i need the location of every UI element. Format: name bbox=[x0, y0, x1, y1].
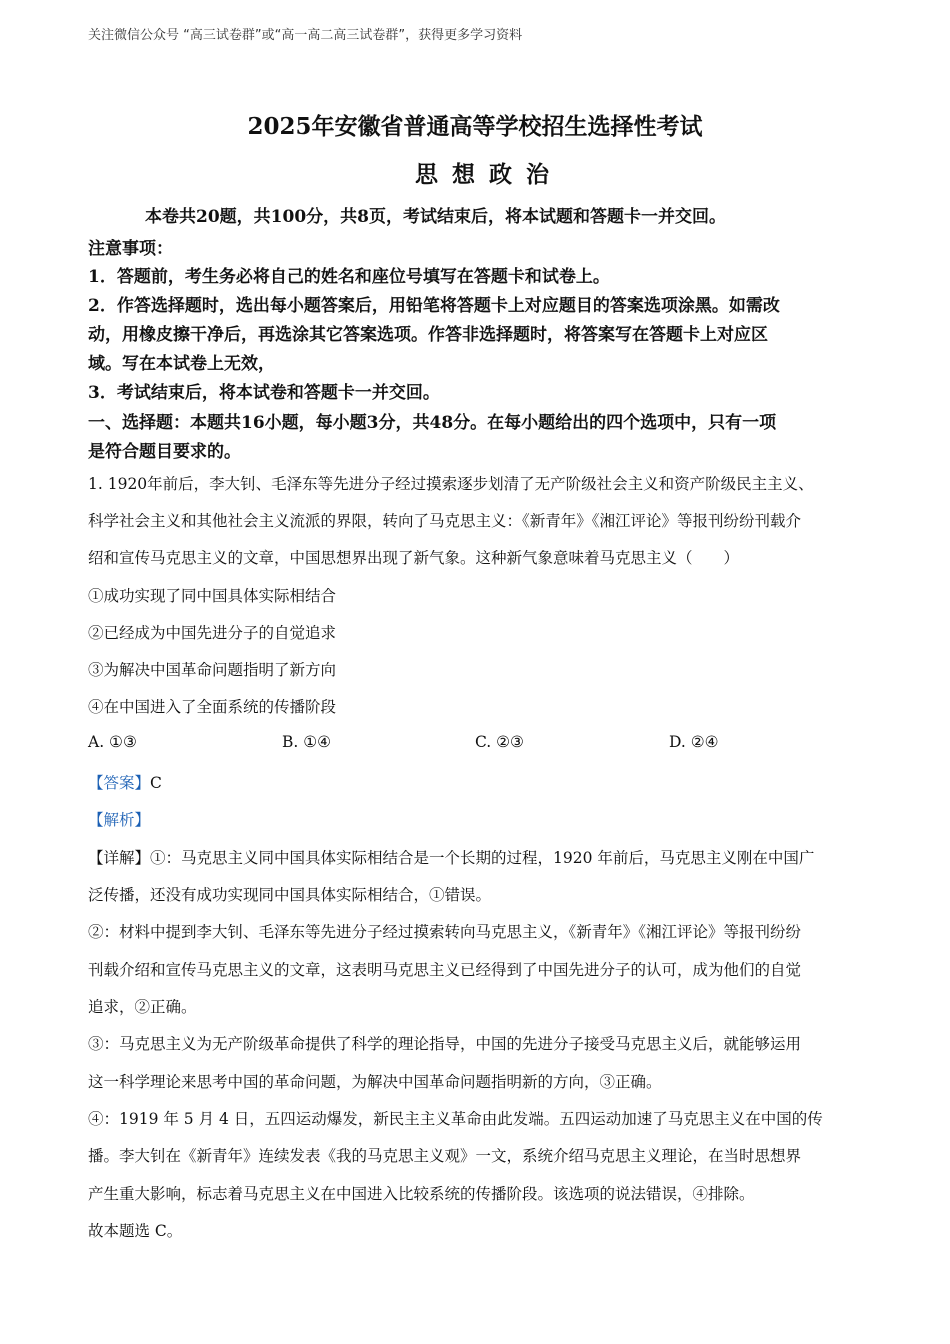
subject-title: 思想政治 bbox=[415, 161, 563, 188]
notice-item: 1．答题前，考生务必将自己的姓名和座位号填写在答题卡和试卷上。 bbox=[88, 267, 610, 287]
detail-line: 产生重大影响，标志着马克思主义在中国进入比较系统的传播阶段。该选项的说法错误，④排除。 bbox=[88, 1185, 755, 1203]
exam-intro: 本卷共20题，共100分，共8页，考试结束后，将本试题和答题卡一并交回。 bbox=[145, 207, 726, 227]
option-a: A. ①③ bbox=[88, 733, 137, 751]
question-statement: ④在中国进入了全面系统的传播阶段 bbox=[88, 698, 337, 716]
detail-line: ④：1919 年 5 月 4 日，五四运动爆发，新民主主义革命由此发端。五四运动加速了马克思主义在中国的传 bbox=[88, 1110, 823, 1128]
detail-line: 追求，②正确。 bbox=[88, 998, 197, 1016]
exam-title: 2025年安徽省普通高等学校招生选择性考试 bbox=[247, 113, 703, 140]
notice-item: 动，用橡皮擦干净后，再选涂其它答案选项。作答非选择题时，将答案写在答题卡上对应区 bbox=[88, 325, 768, 345]
option-c: C. ②③ bbox=[475, 733, 524, 751]
header-note: 关注微信公众号 “高三试卷群”或“高一高二高三试卷群”，获得更多学习资料 bbox=[88, 28, 523, 43]
question-statement: ①成功实现了同中国具体实际相结合 bbox=[88, 587, 337, 605]
detail-line: 刊载介绍和宣传马克思主义的文章，这表明马克思主义已经得到了中国先进分子的认可，成为他们的自觉 bbox=[88, 961, 802, 979]
detail-line: ②：材料中提到李大钊、毛泽东等先进分子经过摸索转向马克思主义，《新青年》《湘江评论》等报刊纷纷 bbox=[88, 923, 802, 941]
answer-tag: 【答案】 bbox=[88, 774, 151, 792]
detail-line: 故本题选 C。 bbox=[88, 1222, 183, 1240]
question-stem: 绍和宣传马克思主义的文章，中国思想界出现了新气象。这种新气象意味着马克思主义（ ） bbox=[88, 549, 740, 567]
analysis-tag: 【解析】 bbox=[88, 811, 151, 829]
notice-item: 域。写在本试卷上无效， bbox=[88, 354, 275, 374]
detail-line: ③：马克思主义为无产阶级革命提供了科学的理论指导，中国的先进分子接受马克思主义后，就能够运用 bbox=[88, 1035, 802, 1053]
notice-item: 3．考试结束后，将本试卷和答题卡一并交回。 bbox=[88, 383, 440, 403]
question-statement: ③为解决中国革命问题指明了新方向 bbox=[88, 661, 337, 679]
detail-line: 播。李大钊在《新青年》连续发表《我的马克思主义观》一文，系统介绍马克思主义理论，在当时思想界 bbox=[88, 1147, 802, 1165]
answer-value: C bbox=[150, 774, 162, 792]
option-d: D. ②④ bbox=[669, 733, 719, 751]
question-stem: 1. 1920年前后，李大钊、毛泽东等先进分子经过摸索逐步划清了无产阶级社会主义和资产阶级民主主义、 bbox=[88, 475, 814, 493]
detail-line: 【详解】①：马克思主义同中国具体实际相结合是一个长期的过程，1920 年前后，马克思主义刚在中国广 bbox=[88, 849, 815, 867]
question-stem: 科学社会主义和其他社会主义流派的界限，转向了马克思主义：《新青年》《湘江评论》等报刊纷纷刊载介 bbox=[88, 512, 802, 530]
notice-title: 注意事项： bbox=[88, 239, 173, 259]
detail-line: 这一科学理论来思考中国的革命问题，为解决中国革命问题指明新的方向，③正确。 bbox=[88, 1073, 662, 1091]
option-b: B. ①④ bbox=[282, 733, 332, 751]
detail-line: 泛传播，还没有成功实现同中国具体实际相结合，①错误。 bbox=[88, 886, 492, 904]
question-statement: ②已经成为中国先进分子的自觉追求 bbox=[88, 624, 337, 642]
section-heading: 是符合题目要求的。 bbox=[88, 442, 241, 462]
notice-item: 2．作答选择题时，选出每小题答案后，用铅笔将答题卡上对应题目的答案选项涂黑。如需改 bbox=[88, 296, 780, 316]
answer-line bbox=[88, 771, 162, 793]
section-heading: 一、选择题：本题共16小题，每小题3分，共48分。在每小题给出的四个选项中，只有一项 bbox=[88, 413, 777, 433]
